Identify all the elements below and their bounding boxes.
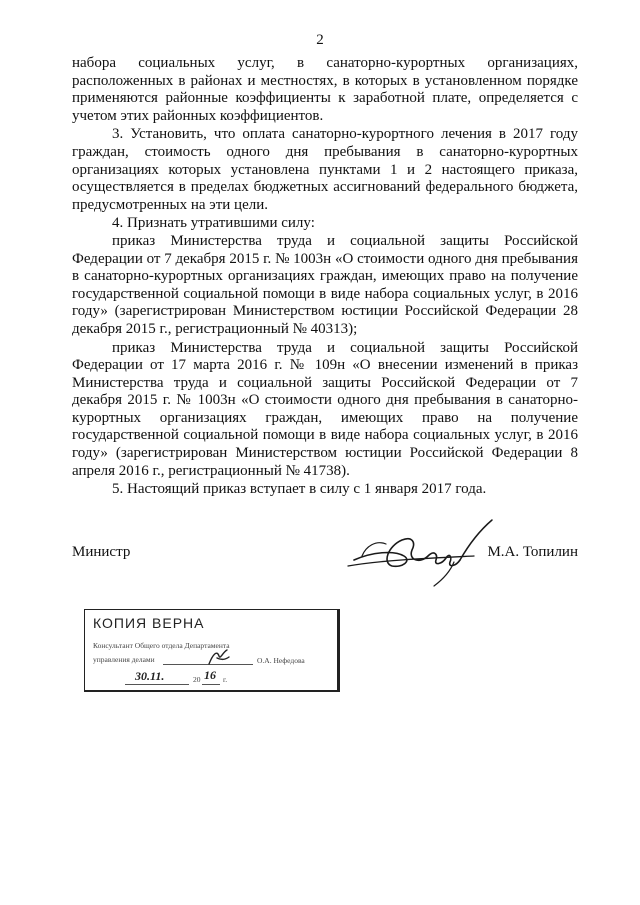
stamp-signature — [205, 648, 233, 666]
stamp-year-prefix: 20 — [193, 675, 201, 684]
signature-block — [72, 538, 578, 568]
stamp-date: 30.11. — [135, 669, 165, 683]
stamp-year-underline — [202, 684, 220, 685]
paragraph-repealed-order-2: приказ Министерства труда и социальной защиты Российской Федерации от 17 марта 2016 г. № 109н «О внесении изменений в приказ Министерства труда и социальной защиты Российской Федерации от 7 декабря 2015 г. № 1003н «О стоимости одного дня пребывания в санаторно-курортных организациях граждан, имеющих право на получение государственной социальной помощи в виде набора социальных услуг, в 2016 году» (зарегистрирован Министерством юстиции Российской Федерации 8 апреля 2016 г., регистрационный № 41738). — [72, 339, 578, 479]
stamp-department-line — [93, 655, 155, 664]
paragraph-item-5: 5. Настоящий приказ вступает в силу с 1 января 2017 года. — [112, 481, 487, 498]
document-body — [72, 55, 578, 499]
handwritten-signature — [342, 516, 502, 588]
stamp-year-suffix: г. — [223, 675, 228, 684]
certified-copy-stamp — [84, 609, 340, 692]
signer-position: Министр — [72, 544, 131, 560]
stamp-date-underline — [125, 684, 189, 685]
stamp-name: О.А. Нефедова — [257, 656, 305, 665]
stamp-title: КОПИЯ ВЕРНА — [93, 615, 205, 631]
stamp-year: 16 — [204, 668, 216, 682]
paragraph-continuation: набора социальных услуг, в санаторно-курортных организациях, расположенных в районах и местностях, в которых в установленном порядке применяются районные коэффициенты к заработной плате, определяется с учетом этих районных коэффициентов. — [72, 55, 578, 124]
page-number: 2 — [316, 32, 324, 48]
paragraph-item-3: 3. Установить, что оплата санаторно-курортного лечения в 2017 году граждан, стоимость одного дня пребывания в санаторно-курортных организациях которых установлена пунктами 1 и 2 настоящего приказа, осуществляется в пределах бюджетных ассигнований федерального бюджета, предусмотренных на эти цели. — [72, 126, 578, 213]
stamp-position-line: Консультант Общего отдела Департамента — [93, 641, 230, 650]
paragraph-repealed-order-1: приказ Министерства труда и социальной защиты Российской Федерации от 7 декабря 2015 г. № 1003н «О стоимости одного дня пребывания в санаторно-курортных организациях граждан, имеющих право на получение государственной социальной помощи в виде набора социальных услуг, в 2016 году» (зарегистрирован Министерством юстиции Российской Федерации 28 декабря 2015 г., регистрационный № 40313); — [72, 232, 578, 337]
stamp-department-label: управления делами — [93, 655, 155, 664]
paragraph-item-4: 4. Признать утратившими силу: — [112, 215, 315, 232]
signer-name: М.А. Топилин — [487, 544, 578, 560]
